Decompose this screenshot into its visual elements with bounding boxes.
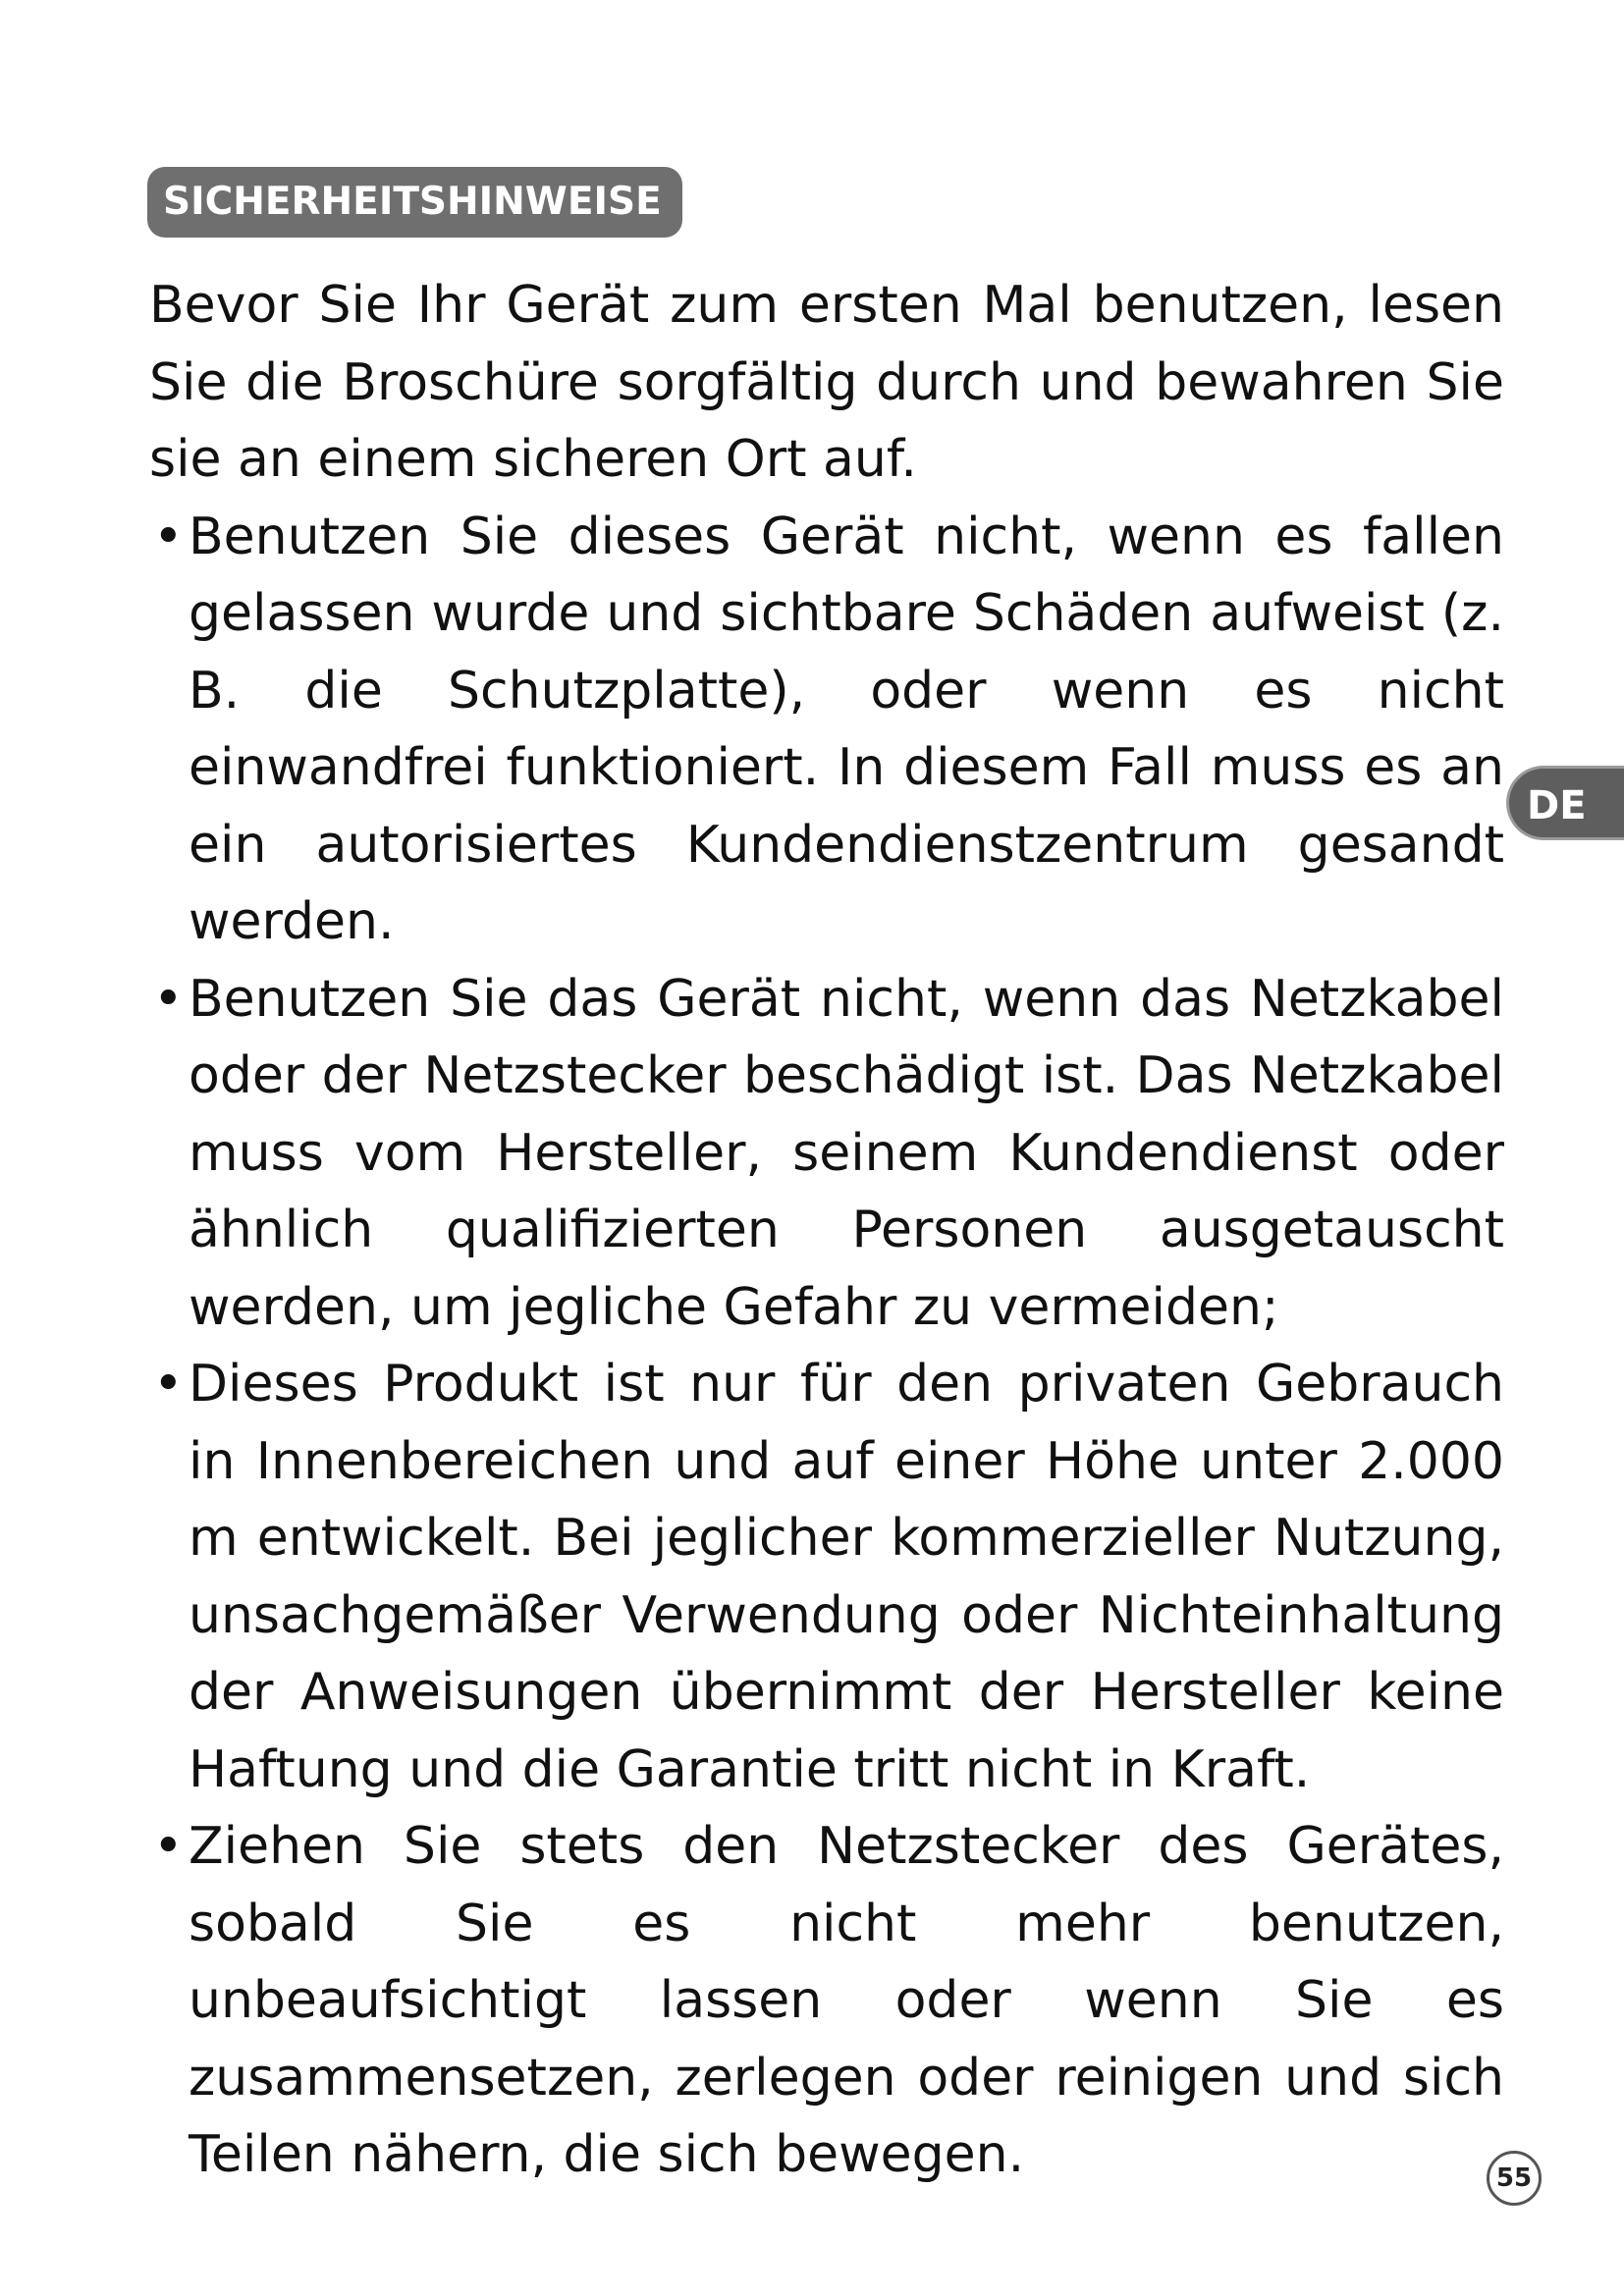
bullet-icon: • [153,969,184,1029]
safety-instruction-text: Benutzen Sie dieses Gerät nicht, wenn es fallen gelassen wurde und sichtbare Schäden aufweist (z. B. die Schutzplatte), oder wenn es nicht einwandfrei funktioniert. In diesem Fall muss es an ein autorisiertes Kundendienstzentrum gesandt werden. [189,507,1504,951]
bullet-icon: • [153,507,184,566]
safety-instruction-item [149,1808,1504,2194]
section-title-badge: SICHERHEITSHINWEISE [147,167,682,238]
safety-instructions-list [149,499,1504,2194]
intro-paragraph: Bevor Sie Ihr Gerät zum ersten Mal benutzen, lesen Sie die Broschüre sorgfältig durch und bewahren Sie sie an einem sicheren Ort auf. [149,276,1504,489]
bullet-icon: • [153,1355,184,1414]
document-body [149,267,1504,2194]
language-tab: DE [1506,766,1624,840]
safety-instruction-item [149,961,1504,1347]
bullet-icon: • [153,1817,184,1876]
safety-instruction-item [149,499,1504,961]
safety-instruction-text: Dieses Produkt ist nur für den privaten Gebrauch in Innenbereichen und auf einer Höhe unter 2.000 m entwickelt. Bei jeglicher kommerzieller Nutzung, unsachgemäßer Verwendung oder Nichteinhaltung der Anweisungen übernimmt der Hersteller keine Haftung und die Garantie tritt nicht in Kraft. [189,1355,1504,1799]
safety-instruction-text: Ziehen Sie stets den Netzstecker des Gerätes, sobald Sie es nicht mehr benutzen, unbeaufsichtigt lassen oder wenn Sie es zusammensetzen, zerlegen oder reinigen und sich Teilen nähern, die sich bewegen. [189,1817,1504,2184]
page-number: 55 [1487,2151,1542,2206]
safety-instruction-item [149,1346,1504,1808]
safety-instruction-text: Benutzen Sie das Gerät nicht, wenn das Netzkabel oder der Netzstecker beschädigt ist. Das Netzkabel muss vom Hersteller, seinem Kundendienst oder ähnlich qualifizierten Personen ausgetauscht werden, um jegliche Gefahr zu vermeiden; [189,969,1504,1337]
